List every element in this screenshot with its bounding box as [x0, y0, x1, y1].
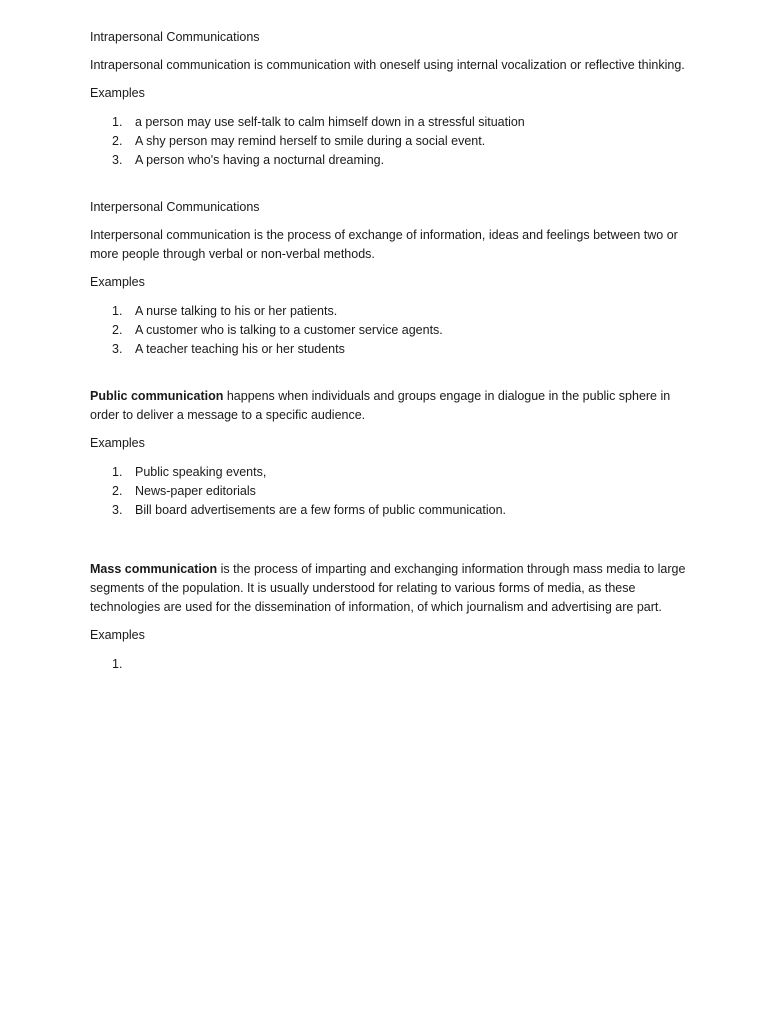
- list-item: 3. A teacher teaching his or her students: [112, 342, 345, 356]
- section-public: [90, 387, 690, 520]
- list-item: 2. News-paper editorials: [112, 484, 256, 498]
- document-page: [90, 28, 690, 671]
- examples-label: Examples: [90, 436, 145, 450]
- section-mass: Mass communication is the process of imparting and exchanging information through mass media to large segments of the population. It is usually understood for relating to various forms of media, as these technologies are used for the dissemination of information, of which journalism and advertising are part. Examples 1.: [90, 560, 690, 645]
- examples-label: Examples: [90, 275, 145, 289]
- examples-label: Examples: [90, 86, 145, 100]
- section-intrapersonal: [90, 28, 690, 170]
- examples-list: [90, 463, 690, 520]
- list-item: 3. A person who's having a nocturnal dreaming.: [112, 153, 385, 167]
- section-interpersonal: [90, 198, 690, 359]
- section-paragraph: Interpersonal communication is the process of exchange of information, ideas and feelings between two or more people through verbal or non-verbal methods.: [90, 228, 678, 261]
- list-item: 1. a person may use self-talk to calm himself down in a stressful situation: [112, 115, 525, 129]
- list-item: 2. A shy person may remind herself to smile during a social event.: [112, 134, 486, 148]
- list-item: 1. Public speaking events,: [112, 465, 267, 479]
- examples-list: [90, 113, 690, 170]
- section-paragraph: Intrapersonal communication is communication with oneself using internal vocalization or reflective thinking.: [90, 58, 685, 72]
- list-item: 3. Bill board advertisements are a few forms of public communication.: [112, 503, 506, 517]
- section-paragraph: Mass communication is the process of imparting and exchanging information through mass media to large segments of the population. It is usually understood for relating to various forms of media, as these technologies are used for the dissemination of information, of which journalism and advertising are part.: [90, 562, 686, 614]
- list-item: 2. A customer who is talking to a customer service agents.: [112, 323, 443, 337]
- term-public-communication: Public communication: [90, 389, 224, 403]
- section-paragraph: Public communication happens when individuals and groups engage in dialogue in the public sphere in order to deliver a message to a specific audience.: [90, 389, 671, 422]
- section-heading: Intrapersonal Communications: [90, 30, 260, 44]
- section-heading: Interpersonal Communications: [90, 200, 260, 214]
- examples-label: Examples: [90, 628, 145, 642]
- term-mass-communication: Mass communication: [90, 562, 218, 576]
- examples-list: [90, 302, 690, 359]
- list-item: 1. A nurse talking to his or her patients.: [112, 304, 338, 318]
